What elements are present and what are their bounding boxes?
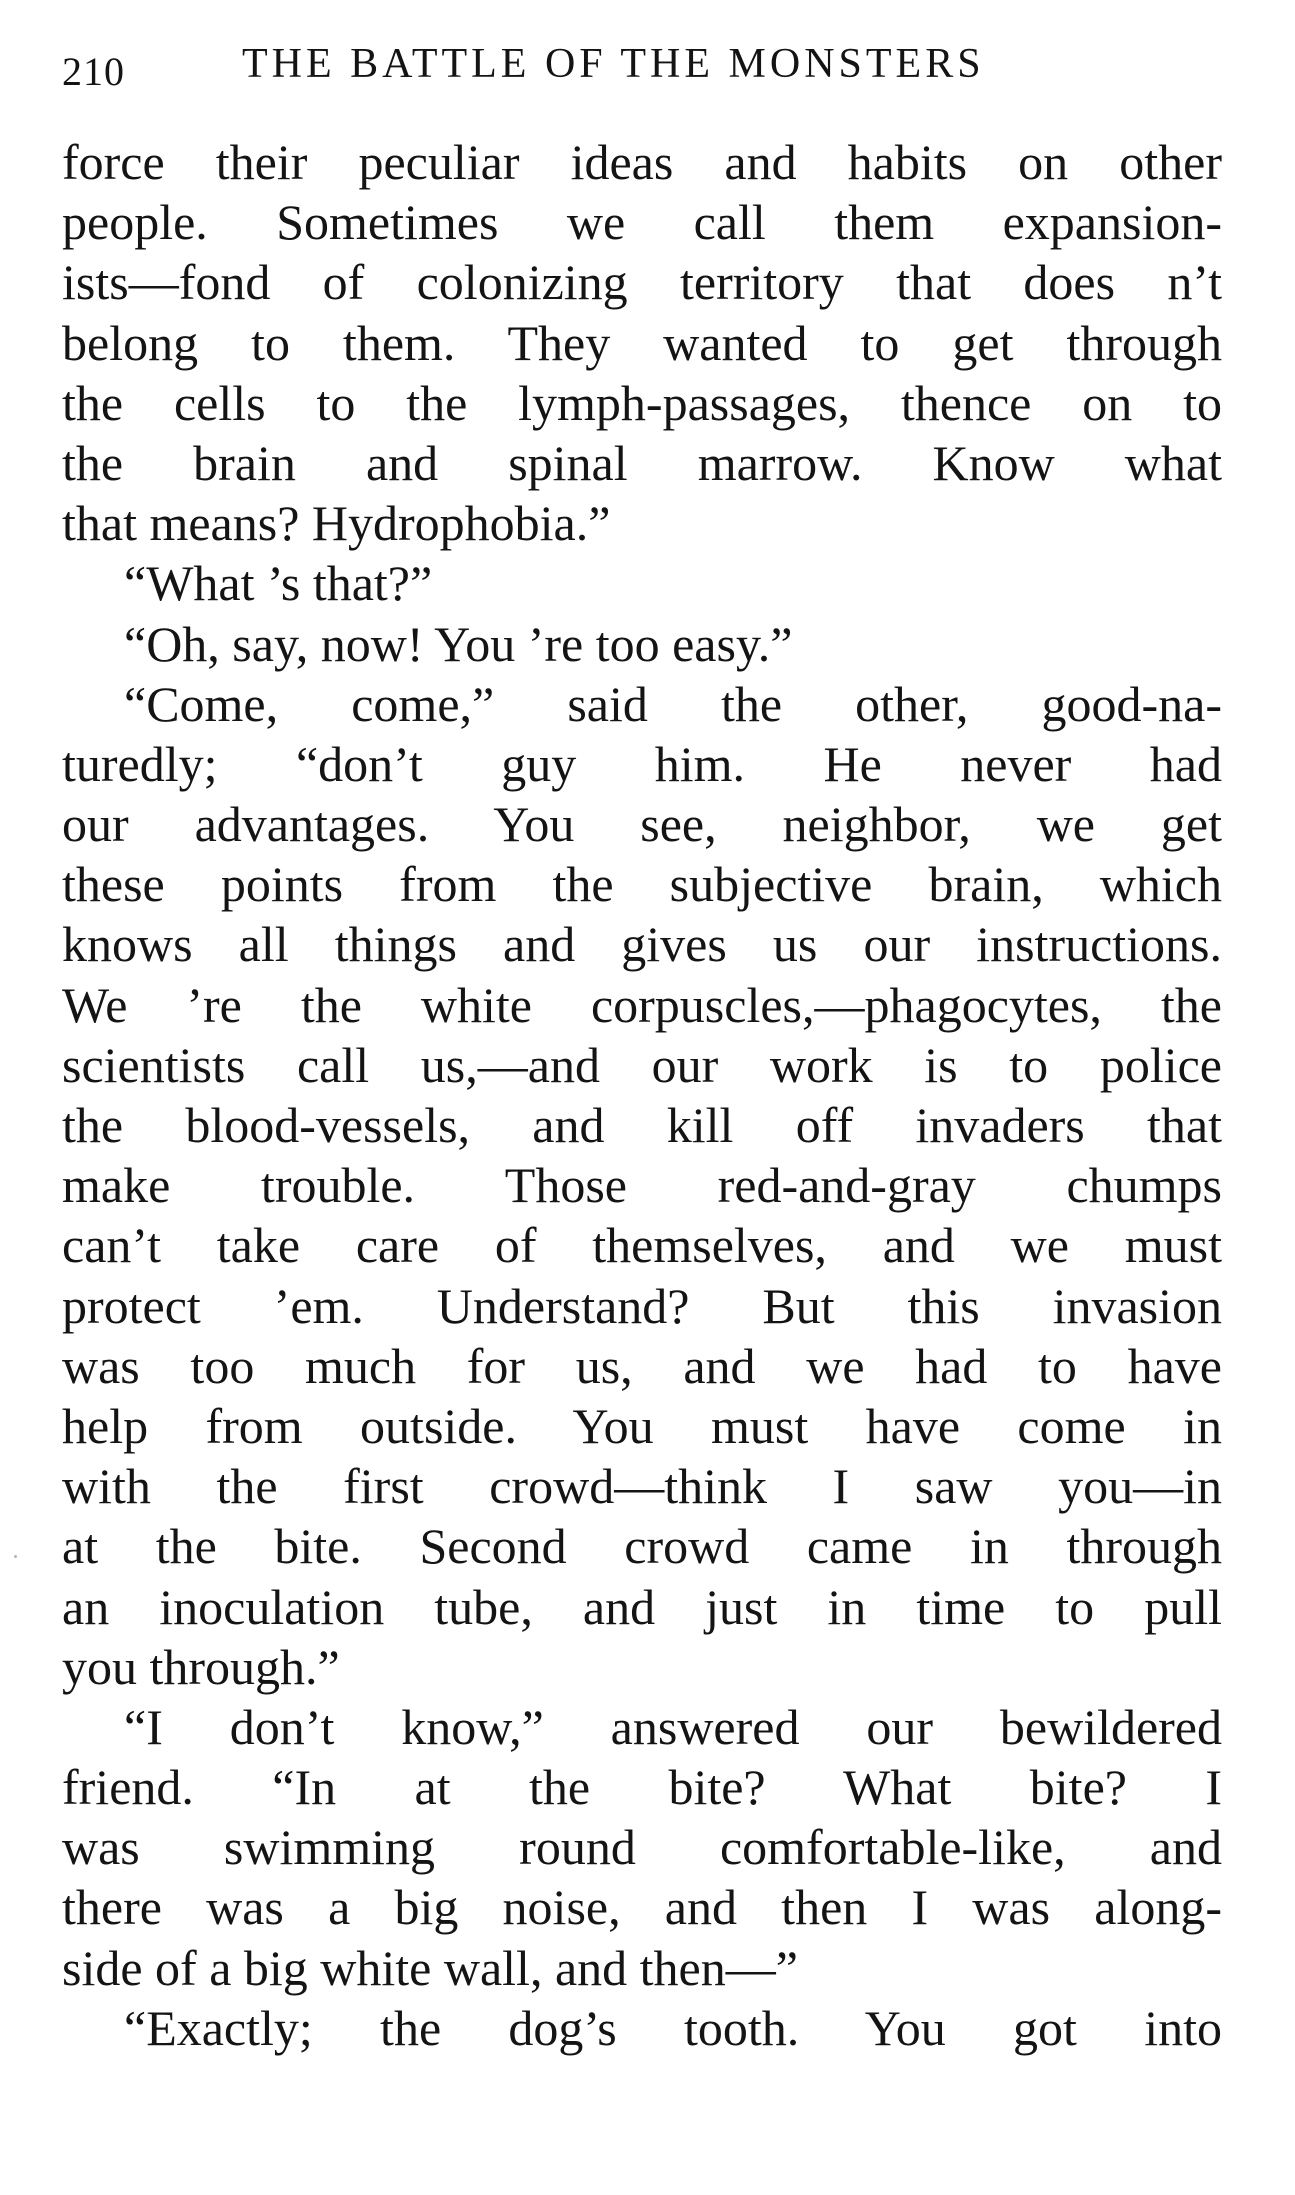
text-line: make trouble. Those red-and-gray chumps — [62, 1157, 1222, 1214]
text-line: We ’re the white corpuscles,—phagocytes, the — [62, 976, 1222, 1033]
text-line: people. Sometimes we call them expansion- — [62, 194, 1222, 251]
text-line: at the bite. Second crowd came in through — [62, 1518, 1222, 1575]
text-line: friend. “In at the bite? What bite? I — [62, 1759, 1222, 1816]
text-line: side of a big white wall, and then—” — [62, 1939, 798, 1996]
text-line: the cells to the lymph-passages, thence on to — [62, 374, 1222, 431]
text-line: the blood-vessels, and kill off invaders that — [62, 1097, 1222, 1153]
text-line: our advantages. You see, neighbor, we get — [62, 796, 1222, 853]
text-line: “Exactly; the dog’s tooth. You got into — [124, 1999, 1222, 2056]
text-line: there was a big noise, and then I was along- — [62, 1879, 1222, 1936]
text-line: “What ’s that?” — [124, 555, 433, 612]
running-head — [62, 40, 1242, 100]
text-line: “I don’t know,” answered our bewildered — [124, 1698, 1222, 1755]
text-line: ists—fond of colonizing territory that does n’t — [62, 254, 1222, 311]
margin-speck — [14, 1555, 17, 1558]
text-line: force their peculiar ideas and habits on other — [62, 134, 1222, 190]
text-line: scientists call us,—and our work is to police — [62, 1036, 1222, 1093]
text-line: turedly; “don’t guy him. He never had — [62, 735, 1222, 792]
body-text — [62, 132, 1222, 2058]
text-line: that means? Hydrophobia.” — [62, 495, 611, 552]
text-line: you through.” — [62, 1638, 340, 1695]
text-line: with the first crowd—think I saw you—in — [62, 1458, 1222, 1515]
text-line: protect ’em. Understand? But this invasion — [62, 1277, 1222, 1334]
text-line: the brain and spinal marrow. Know what — [62, 434, 1222, 491]
text-line: can’t take care of themselves, and we must — [62, 1217, 1222, 1274]
text-line: belong to them. They wanted to get through — [62, 314, 1222, 371]
text-line: an inoculation tube, and just in time to pull — [62, 1578, 1222, 1635]
text-line: “Come, come,” said the other, good-na- — [124, 675, 1222, 732]
text-line: was swimming round comfortable-like, and — [62, 1819, 1222, 1876]
page-number: 210 — [62, 49, 125, 94]
text-line: was too much for us, and we had to have — [62, 1337, 1222, 1394]
text-line: help from outside. You must have come in — [62, 1397, 1222, 1454]
running-title: THE BATTLE OF THE MONSTERS — [242, 41, 985, 87]
text-line: these points from the subjective brain, which — [62, 856, 1222, 913]
text-line: knows all things and gives us our instructions. — [62, 916, 1222, 973]
text-line: “Oh, say, now! You ’re too easy.” — [124, 615, 793, 672]
